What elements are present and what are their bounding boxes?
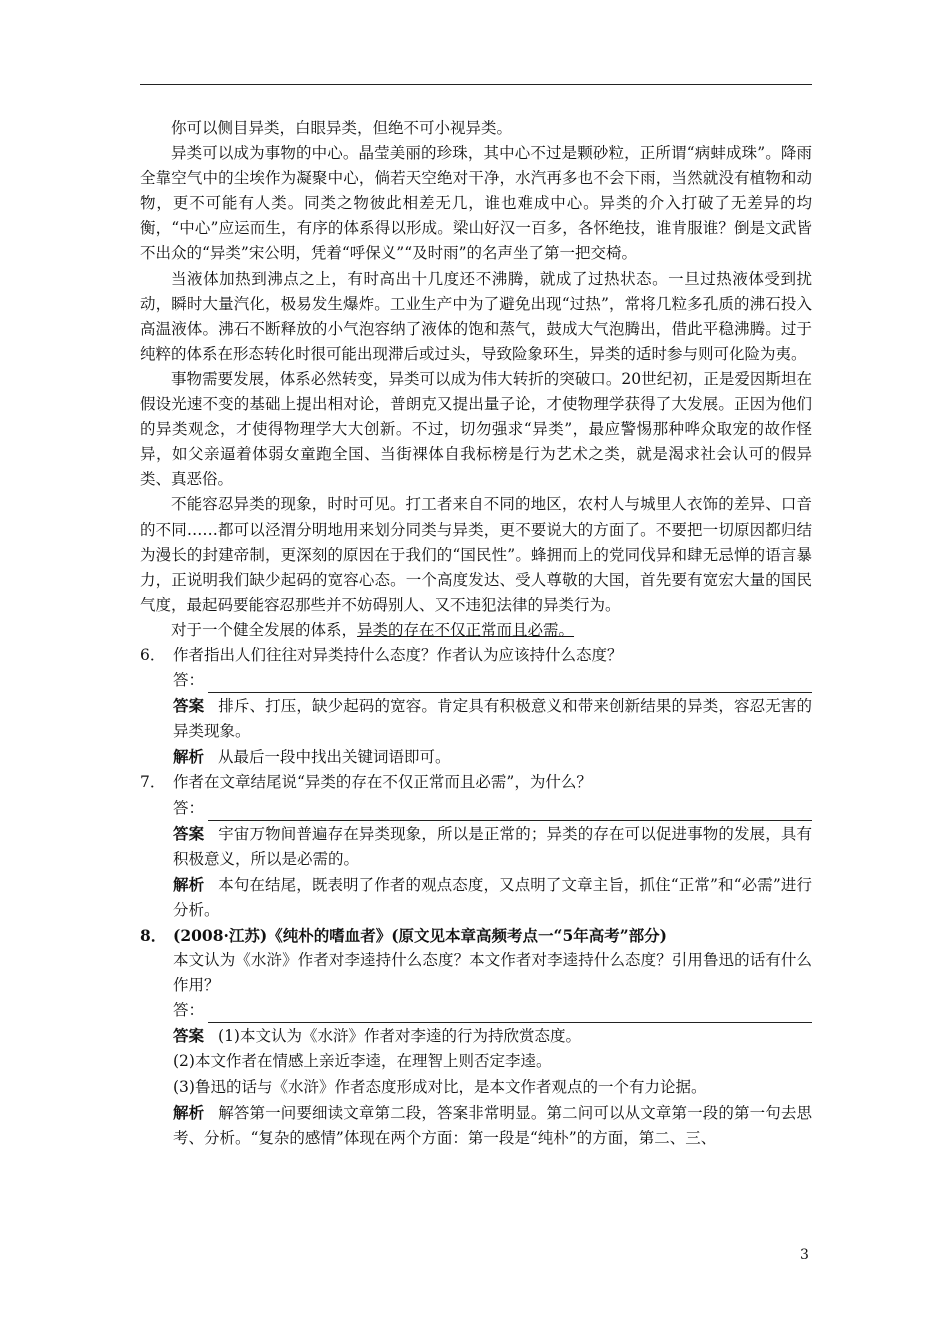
- answer-blank-7[interactable]: [208, 806, 812, 821]
- question-7-number: 7．: [140, 773, 166, 792]
- answer-prefix-6: 答：: [173, 671, 205, 690]
- paragraph-6-lead: 对于一个健全发展的体系，: [171, 620, 358, 639]
- page-content: [140, 116, 812, 1151]
- analysis-6: [140, 744, 812, 770]
- answer-line-6: [140, 668, 812, 693]
- answer-7: [140, 821, 812, 872]
- analysis-6-text: 从最后一段中找出关键词语即可。: [218, 748, 451, 767]
- answer-prefix-8: 答：: [173, 1001, 205, 1020]
- answer-8-text-1: (1)本文认为《水浒》作者对李逵的行为持欣赏态度。: [218, 1027, 581, 1046]
- answer-8-part-3: (3)鲁迅的话与《水浒》作者态度形成对比，是本文作者观点的一个有力论据。: [173, 1077, 707, 1096]
- question-8-text: 本文认为《水浒》作者对李逵持什么态度？本文作者对李逵持什么态度？引用鲁迅的话有什么作用？: [173, 951, 812, 995]
- answer-blank-6[interactable]: [208, 678, 812, 693]
- paragraph-1: 你可以侧目异类，白眼异类，但绝不可小视异类。: [171, 119, 513, 137]
- paragraph-6: [140, 618, 812, 643]
- analysis-tag-7: 解析: [173, 874, 205, 894]
- paragraph-3: 当液体加热到沸点之上，有时高出十几度还不沸腾，就成了过热状态。一旦过热液体受到扰动，瞬时大量汽化，极易发生爆炸。工业生产中为了避免出现“过热”，常将几粒多孔质的沸石投入高温液体。沸石不断释放的小气泡容纳了液体的饱和蒸气，鼓成大气泡腾出，借此平稳沸腾。过于纯粹的体系在形态转化时很可能出现滞后或过头，导致险象环生，异类的适时参与则可化险为夷。: [140, 269, 812, 363]
- question-8-number: 8．: [140, 926, 167, 945]
- answer-6: [140, 693, 812, 744]
- question-6-text: 作者指出人们往往对异类持什么态度？作者认为应该持什么态度？: [173, 645, 623, 664]
- question-8-heading: [140, 923, 812, 948]
- question-7: [140, 770, 812, 795]
- analysis-8-text: 解答第一问要细读文章第二段，答案非常明显。第二问可以从文章第一段的第一句去思考、分析。“复杂的感情”体现在两个方面：第一段是“纯朴”的方面，第二、三、: [173, 1103, 812, 1147]
- answer-tag-6: 答案: [173, 696, 205, 716]
- answer-tag-8: 答案: [173, 1026, 205, 1046]
- question-8-title: (2008·江苏)《纯朴的嗜血者》(原文见本章高频考点一“5年高考”部分): [173, 926, 667, 945]
- question-7-text: 作者在文章结尾说“异类的存在不仅正常而且必需”，为什么？: [173, 773, 592, 792]
- answer-6-text: 排斥、打压，缺少起码的宽容。肯定具有积极意义和带来创新结果的异类，容忍无害的异类现象。: [173, 697, 812, 741]
- question-6-number: 6．: [140, 645, 166, 664]
- page-number: 3: [800, 1247, 809, 1263]
- answer-blank-8[interactable]: [208, 1008, 812, 1023]
- paragraph-4: 事物需要发展，体系必然转变，异类可以成为伟大转折的突破口。20世纪初，正是爱因斯坦在假设光速不变的基础上提出相对论，普朗克又提出量子论，才使物理学获得了大发展。正因为他们的异类观念，才使得物理学大大创新。不过，切勿强求“异类”，最应警惕那种哗众取宠的故作怪异，如父亲逼着体弱女童跑全国、当街裸体自我标榜是行为艺术之类，就是渴求社会认可的假异类、真恶俗。: [140, 369, 812, 489]
- answer-7-text: 宇宙万物间普遍存在异类现象，所以是正常的；异类的存在可以促进事物的发展，具有积极意义，所以是必需的。: [173, 824, 812, 868]
- question-6: [140, 643, 812, 668]
- paragraph-6-underlined: 异类的存在不仅正常而且必需。: [357, 620, 575, 639]
- paragraph-5: 不能容忍异类的现象，时时可见。打工者来自不同的地区，农村人与城里人衣饰的差异、口音的不同……都可以泾渭分明地用来划分同类与异类，更不要说大的方面了。不要把一切原因都归结为漫长的封建帝制，更深刻的原因在于我们的“国民性”。蜂拥而上的党同伐异和肆无忌惮的语言暴力，正说明我们缺少起码的宽容心态。一个高度发达、受人尊敬的大国，首先要有宽宏大量的国民气度，最起码要能容忍那些并不妨碍别人、又不违犯法律的异类行为。: [140, 495, 812, 614]
- answer-tag-7: 答案: [173, 823, 205, 843]
- header-rule: [140, 84, 812, 85]
- analysis-tag-6: 解析: [173, 747, 205, 767]
- answer-prefix-7: 答：: [173, 798, 205, 817]
- answer-8-part-1: [140, 1023, 812, 1049]
- answer-line-8: [140, 998, 812, 1023]
- paragraph-2: 异类可以成为事物的中心。晶莹美丽的珍珠，其中心不过是颗砂粒，正所谓“病蚌成珠”。降雨全靠空气中的尘埃作为凝聚中心，倘若天空绝对干净，水汽再多也不会下雨，当然就没有植物和动物，更不可能有人类。同类之物彼此相差无几，谁也难成中心。异类的介入打破了无差异的均衡，“中心”应运而生，有序的体系得以形成。梁山好汉一百多，各怀绝技，谁肯服谁？倒是文武皆不出众的“异类”宋公明，凭着“呼保义”“及时雨”的名声坐了第一把交椅。: [140, 144, 812, 263]
- answer-8-part-2: (2)本文作者在情感上亲近李逵，在理智上则否定李逵。: [173, 1052, 552, 1071]
- analysis-8: [140, 1100, 812, 1151]
- analysis-7-text: 本句在结尾，既表明了作者的观点态度，又点明了文章主旨，抓住“正常”和“必需”进行分析。: [173, 875, 812, 919]
- analysis-tag-8: 解析: [173, 1102, 205, 1122]
- answer-line-7: [140, 796, 812, 821]
- analysis-7: [140, 872, 812, 923]
